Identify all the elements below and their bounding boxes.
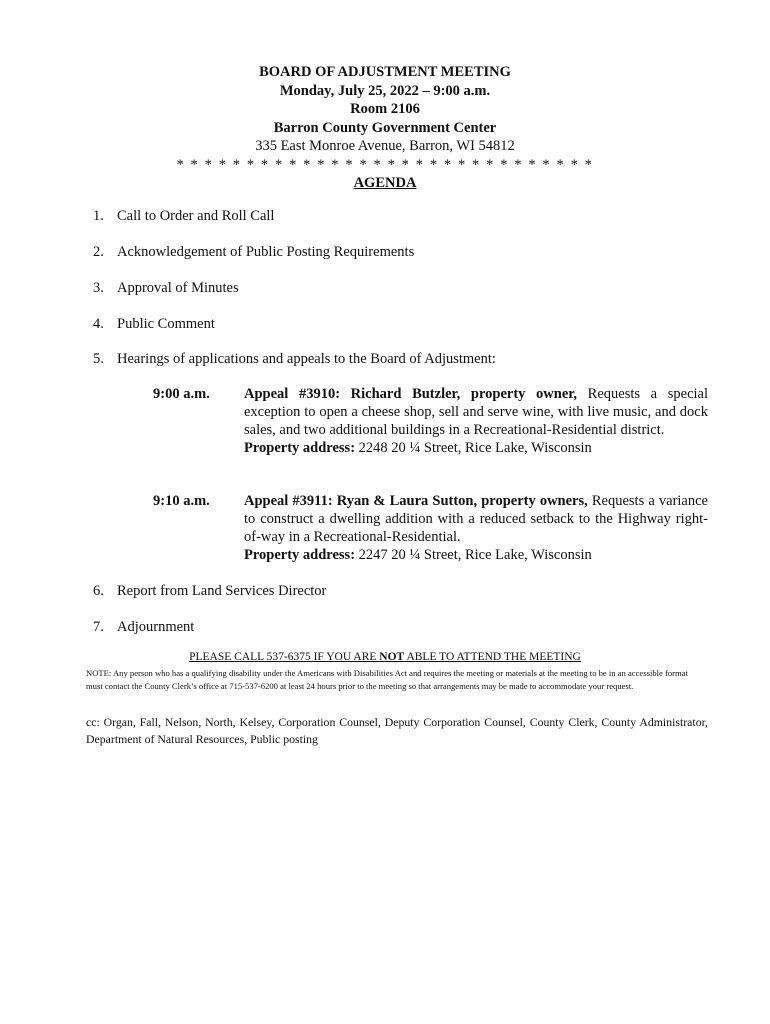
agenda-item-2 — [93, 243, 414, 261]
item-text: Approval of Minutes — [117, 280, 239, 296]
agenda-heading: AGENDA — [353, 175, 417, 191]
meeting-date: Monday, July 25, 2022 – 9:00 a.m. — [279, 82, 491, 99]
hearing-time: 9:00 a.m. — [153, 386, 210, 402]
agenda-item-5 — [93, 350, 496, 368]
item-text: Adjournment — [117, 619, 195, 635]
property-address-label: Property address: — [244, 440, 356, 456]
item-text: Call to Order and Roll Call — [117, 208, 275, 224]
call-not: NOT — [379, 651, 405, 663]
hearing-body — [244, 492, 708, 564]
star-divider: * * * * * * * * * * * * * * * * * * * * * * * * * * * * * * — [176, 156, 594, 173]
agenda-item-6 — [93, 582, 326, 600]
agenda-item-7 — [93, 618, 194, 636]
item-text: Public Comment — [117, 316, 215, 332]
call-suffix: ABLE TO ATTEND THE MEETING — [404, 651, 581, 663]
meeting-address: 335 East Monroe Avenue, Barron, WI 54812 — [255, 138, 515, 154]
item-number: 3. — [93, 280, 104, 296]
meeting-header — [0, 63, 770, 193]
item-text: Hearings of applications and appeals to the Board of Adjustment: — [117, 351, 496, 367]
appeal-description: Requests a special exception to open a cheese shop, sell and serve wine, with live music, and dock sales, and two additional buildings in a Recreational-Residential district. — [244, 386, 708, 438]
hearing-body — [244, 385, 708, 457]
item-number: 2. — [93, 244, 104, 260]
attendance-notice — [0, 651, 770, 663]
appeal-title: Appeal #3910: Richard Butzler, property owner, — [244, 386, 578, 402]
agenda-item-3 — [93, 279, 239, 297]
agenda-item-1 — [93, 207, 274, 225]
call-prefix: PLEASE CALL 537-6375 IF YOU ARE — [189, 651, 380, 663]
meeting-title: BOARD OF ADJUSTMENT MEETING — [259, 64, 511, 80]
property-address-label: Property address: — [244, 547, 356, 563]
item-text: Report from Land Services Director — [117, 583, 327, 599]
item-number: 4. — [93, 316, 104, 332]
item-number: 7. — [93, 619, 104, 635]
meeting-room: Room 2106 — [350, 101, 420, 117]
item-number: 5. — [93, 351, 104, 367]
item-number: 1. — [93, 208, 104, 224]
appeal-title: Appeal #3911: Ryan & Laura Sutton, property owners, — [244, 493, 588, 509]
property-address: 2248 20 ¼ Street, Rice Lake, Wisconsin — [355, 440, 592, 456]
agenda-item-4 — [93, 315, 215, 333]
item-number: 6. — [93, 583, 104, 599]
hearing-appeal-3911 — [153, 492, 708, 564]
ada-note: NOTE: Any person who has a qualifying disability under the Americans with Disabilities Act and requires the meeting or materials at the meeting to be in an accessible format must contact the County Clerk’s office at 715-537-6200 at least 24 hours prior to the meeting so that arrangements may be made to accommodate your request. — [86, 668, 688, 691]
meeting-venue: Barron County Government Center — [273, 119, 497, 136]
hearing-time: 9:10 a.m. — [153, 493, 210, 509]
item-text: Acknowledgement of Public Posting Requirements — [117, 244, 415, 260]
appeal-description: Requests a variance to construct a dwelling addition with a reduced setback to the Highway right-of-way in a Recreational-Residential. — [244, 493, 708, 545]
hearing-appeal-3910 — [153, 385, 708, 457]
property-address: 2247 20 ¼ Street, Rice Lake, Wisconsin — [355, 547, 592, 563]
cc-list: cc: Organ, Fall, Nelson, North, Kelsey, Corporation Counsel, Deputy Corporation Counsel, County Clerk, County Administrator, Department of Natural Resources, Public posting — [86, 715, 708, 746]
